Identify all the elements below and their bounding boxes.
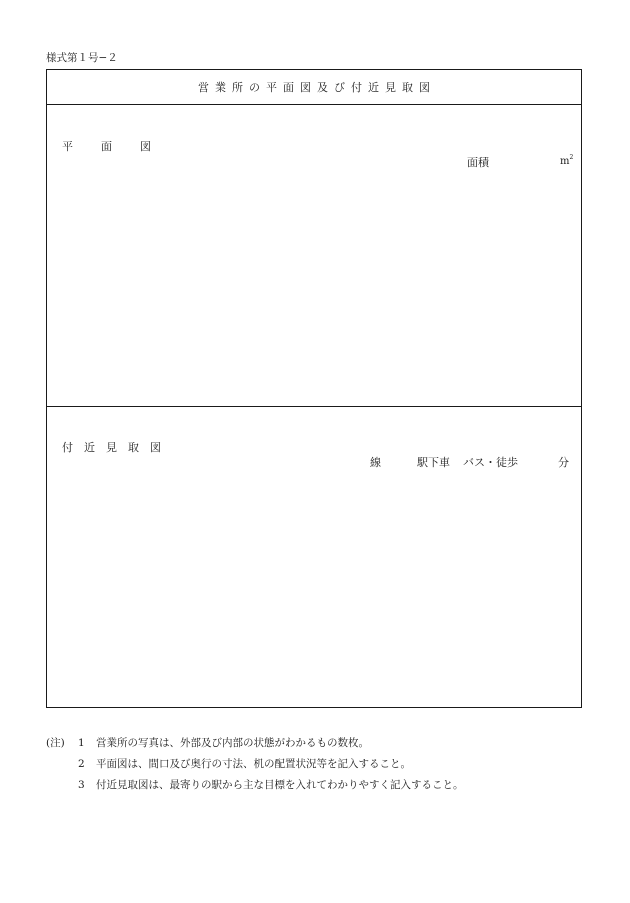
form-number: 様式第１号−２ <box>46 52 118 64</box>
floor-plan-section[interactable] <box>47 105 581 407</box>
note-number: 2 <box>78 758 85 770</box>
note-indent <box>46 757 78 778</box>
minutes-label: 分 <box>558 456 569 469</box>
area-unit <box>560 154 573 167</box>
line-label: 線 <box>370 456 381 469</box>
form-frame <box>46 69 582 708</box>
vicinity-map-section[interactable] <box>47 407 581 707</box>
area-unit-base: m <box>560 156 570 167</box>
note-number: 1 <box>78 737 85 749</box>
notes-prefix: (注) <box>46 737 65 749</box>
notes <box>46 736 586 799</box>
note-item <box>46 757 586 778</box>
bus-walk-label: バス・徒歩 <box>463 456 518 469</box>
area-unit-exponent: 2 <box>569 154 574 161</box>
note-item <box>46 736 586 757</box>
note-text: 付近見取図は、最寄りの駅から主な目標を入れてわかりやすく記入すること。 <box>96 779 464 791</box>
note-indent <box>46 778 78 799</box>
form-title: 営業所の平面図及び付近見取図 <box>198 81 436 94</box>
station-label: 駅下車 <box>417 456 450 469</box>
note-number: 3 <box>78 779 85 791</box>
title-row <box>47 70 581 105</box>
note-text: 営業所の写真は、外部及び内部の状態がわかるもの数枚。 <box>96 737 369 749</box>
area-label: 面積 <box>467 156 489 169</box>
note-text: 平面図は、間口及び奥行の寸法、机の配置状況等を記入すること。 <box>96 758 411 770</box>
vicinity-map-heading: 付近見取図 <box>62 441 172 454</box>
floor-plan-heading: 平面図 <box>62 140 179 153</box>
note-item <box>46 778 586 799</box>
